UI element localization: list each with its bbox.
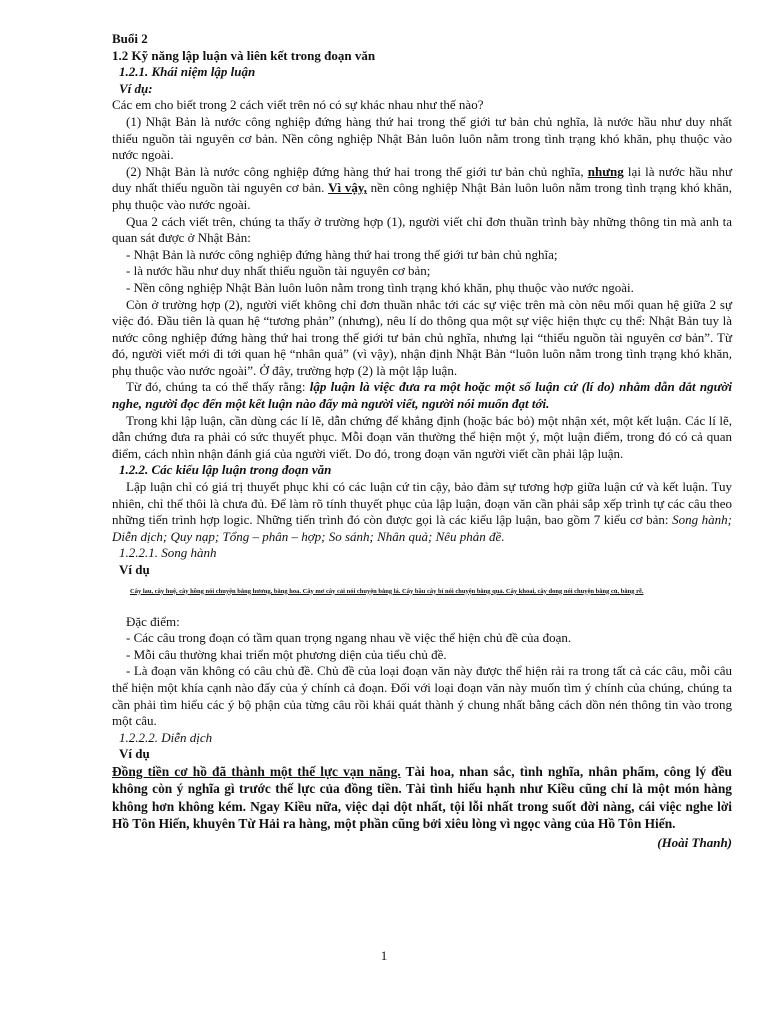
definition-paragraph: [112, 379, 732, 412]
types-list: Song hành; Diễn dịch; Quy nạp; Tổng – phân – hợp; So sánh; Nhân quả; Nêu phản đề.: [112, 512, 732, 544]
case-2-paragraph: [112, 164, 732, 214]
document-page: [112, 31, 732, 852]
song-hanh-example: Cây lau, cây huệ, cây hồng nói chuyện bằng hương, bằng hoa. Cây mơ cây cải nói chuyện bằng lá. Cây bầu cây bí nói chuyện bằng quả. Cây khoai, cây dong nói chuyện bằng củ, bằng rễ.: [130, 587, 644, 595]
author-credit: (Hoài Thanh): [657, 834, 732, 850]
song-hanh-example-label: Ví dụ: [119, 562, 150, 577]
comparison-paragraph: Qua 2 cách viết trên, chúng ta thấy ở trường hợp (1), người viết chỉ đơn thuần trình bày những thông tin mà anh ta quan sát được ở Nhật Bản:: [112, 213, 732, 246]
types-text: Lập luận chỉ có giá trị thuyết phục khi có các luận cứ tin cậy, bảo đảm sự tương hợp giữa luận cứ và kết luận. Tuy nhiên, chỉ thế thôi là chưa đủ. Để làm rõ tính thuyết phục của lập luận, đoạn văn cần phải sắp xếp trình tự các câu theo những tiến trình hợp logic. Những tiến trình đó còn được gọi là các kiểu lập luận, bao gồm 7 kiểu cơ bản:: [112, 479, 732, 528]
supporting-sentences: Tài hoa, nhan sắc, tình nghĩa, nhân phẩm, công lý đều không còn ý nghĩa gì trước thế lực của đồng tiền. Tài tình hiếu hạnh như Kiều cũng chỉ là một món hàng không hơn không kém. Ngay Kiều nữa, việc dại dột nhất, tội lỗi nhất trong suốt đời nàng, cái việc nghe lời Hồ Tôn Hiến, khuyên Từ Hải ra hàng, một phần cũng bởi xiêu lòng vì ngọc vàng của Hồ Tôn Hiến.: [112, 763, 732, 832]
connector-nhung: nhưng: [587, 163, 624, 179]
case-2-text-b: lại là nước hầu như duy nhất thiếu nguồn tài nguyên cơ bản.: [112, 163, 732, 196]
types-paragraph: [112, 479, 732, 545]
case-1-paragraph: (1) Nhật Bản là nước công nghiệp đứng hàng thứ hai trong thế giới tư bản chủ nghĩa, là nước hầu như duy nhất thiếu nguồn tài nguyên cơ bản. Nền công nghiệp Nhật Bản luôn luôn nằm trong tình trạng khó khăn, phụ thuộc vào nước ngoài.: [112, 113, 732, 163]
spacer: [112, 596, 732, 614]
session-label: Buổi 2: [112, 31, 148, 46]
definition-text: lập luận là việc đưa ra một hoặc một số luận cứ (lí do) nhằm dẫn dắt người nghe, người đọc đến một kết luận nào đấy mà người viết, người nói muốn đạt tới.: [112, 379, 732, 412]
case-2-text-a: (2) Nhật Bản là nước công nghiệp đứng hàng thứ hai trong thế giới tư bản chủ nghĩa,: [126, 163, 588, 179]
feature-3: - Là đoạn văn không có câu chủ đề. Chủ đề của loại đoạn văn này được thể hiện rải ra trong tất cả các câu, mỗi câu thể hiện một khía cạnh nào đấy của ý chính cả đoạn. Đối với loại đoạn văn này muốn tìm ý chính của chúng, chúng ta cần phải tìm hiểu các ý bộ phận của từng câu rồi khái quát thành ý chung nhất bằng cách dồn nén thông tin vào trong một câu.: [112, 663, 732, 729]
section-title: 1.2 Kỹ năng lập luận và liên kết trong đoạn văn: [112, 47, 376, 63]
question-paragraph: Các em cho biết trong 2 cách viết trên nó có sự khác nhau như thế nào?: [112, 97, 484, 113]
subsection-title-1-2-2: 1.2.2. Các kiểu lập luận trong đoạn văn: [119, 462, 332, 478]
song-hanh-title: 1.2.2.1. Song hành: [119, 545, 217, 561]
topic-sentence: Đồng tiền cơ hồ đã thành một thế lực vạn năng.: [112, 763, 401, 779]
dien-dich-example-label: Ví dụ: [119, 746, 150, 762]
bullet-2: - là nước hầu như duy nhất thiếu nguồn tài nguyên cơ bản;: [126, 263, 431, 279]
bullet-3: - Nền công nghiệp Nhật Bản luôn luôn nằm trong tình trạng khó khăn, phụ thuộc vào nước ngoài.: [126, 279, 634, 295]
example-label: Ví dụ:: [119, 80, 153, 96]
feature-2: - Mỗi câu thường khai triển một phương diện của tiểu chủ đề.: [126, 646, 447, 662]
definition-lead: Từ đó, chúng ta có thể thấy rằng:: [126, 379, 310, 395]
case-2-text-c: nền công nghiệp Nhật Bản luôn luôn nằm trong tình trạng khó khăn, phụ thuộc vào nước ngoài.: [112, 180, 732, 212]
usage-paragraph: Trong khi lập luận, cần dùng các lí lẽ, dẫn chứng để khẳng định (hoặc bác bỏ) một nhận xét, một kết luận. Các lí lẽ, dẫn chứng đưa ra phải có sức thuyết phục. Mỗi đoạn văn thường thể hiện một ý, một luận điểm, trong đó có cả quan điểm, cách nhìn nhận đánh giá của người viết. Do đó, trong đoạn văn người viết cần phải lập luận.: [112, 412, 732, 461]
subsection-title-1-2-1: 1.2.1. Khái niệm lập luận: [119, 64, 256, 80]
page-number: 1: [380, 948, 388, 963]
connector-vi-vay: Vì vậy,: [328, 180, 367, 196]
dien-dich-example: [112, 763, 732, 833]
dien-dich-title: 1.2.2.2. Diễn dịch: [119, 729, 213, 745]
features-label: Đặc điểm:: [126, 613, 180, 629]
case-2-explanation: Còn ở trường hợp (2), người viết không chỉ đơn thuần nhắc tới các sự việc trên mà còn nêu mối quan hệ giữa 2 sự việc đó. Đầu tiên là quan hệ “tương phản” (nhưng), nêu lí do thông qua một sự việc hiện thực cụ thể: Nhật Bản tuy là nước công nghiệp đứng hàng thứ hai trong thế giới tư bản chủ nghĩa, nhưng lại “thiếu nguồn tài nguyên cơ bản”. Từ đó, người viết mới đi tới quan hệ “nhân quả” (vì vậy), nhận định Nhật Bản “luôn luôn nằm trong tình trạng khó khăn, phụ thuộc vào nước ngoài”. Ở đây, trường hợp (2) là một lập luận.: [112, 296, 732, 378]
bullet-1: - Nhật Bản là nước công nghiệp đứng hàng thứ hai trong thế giới tư bản chủ nghĩa;: [126, 246, 558, 262]
feature-1: - Các câu trong đoạn có tầm quan trọng ngang nhau về việc thể hiện chủ đề của đoạn.: [126, 630, 572, 646]
